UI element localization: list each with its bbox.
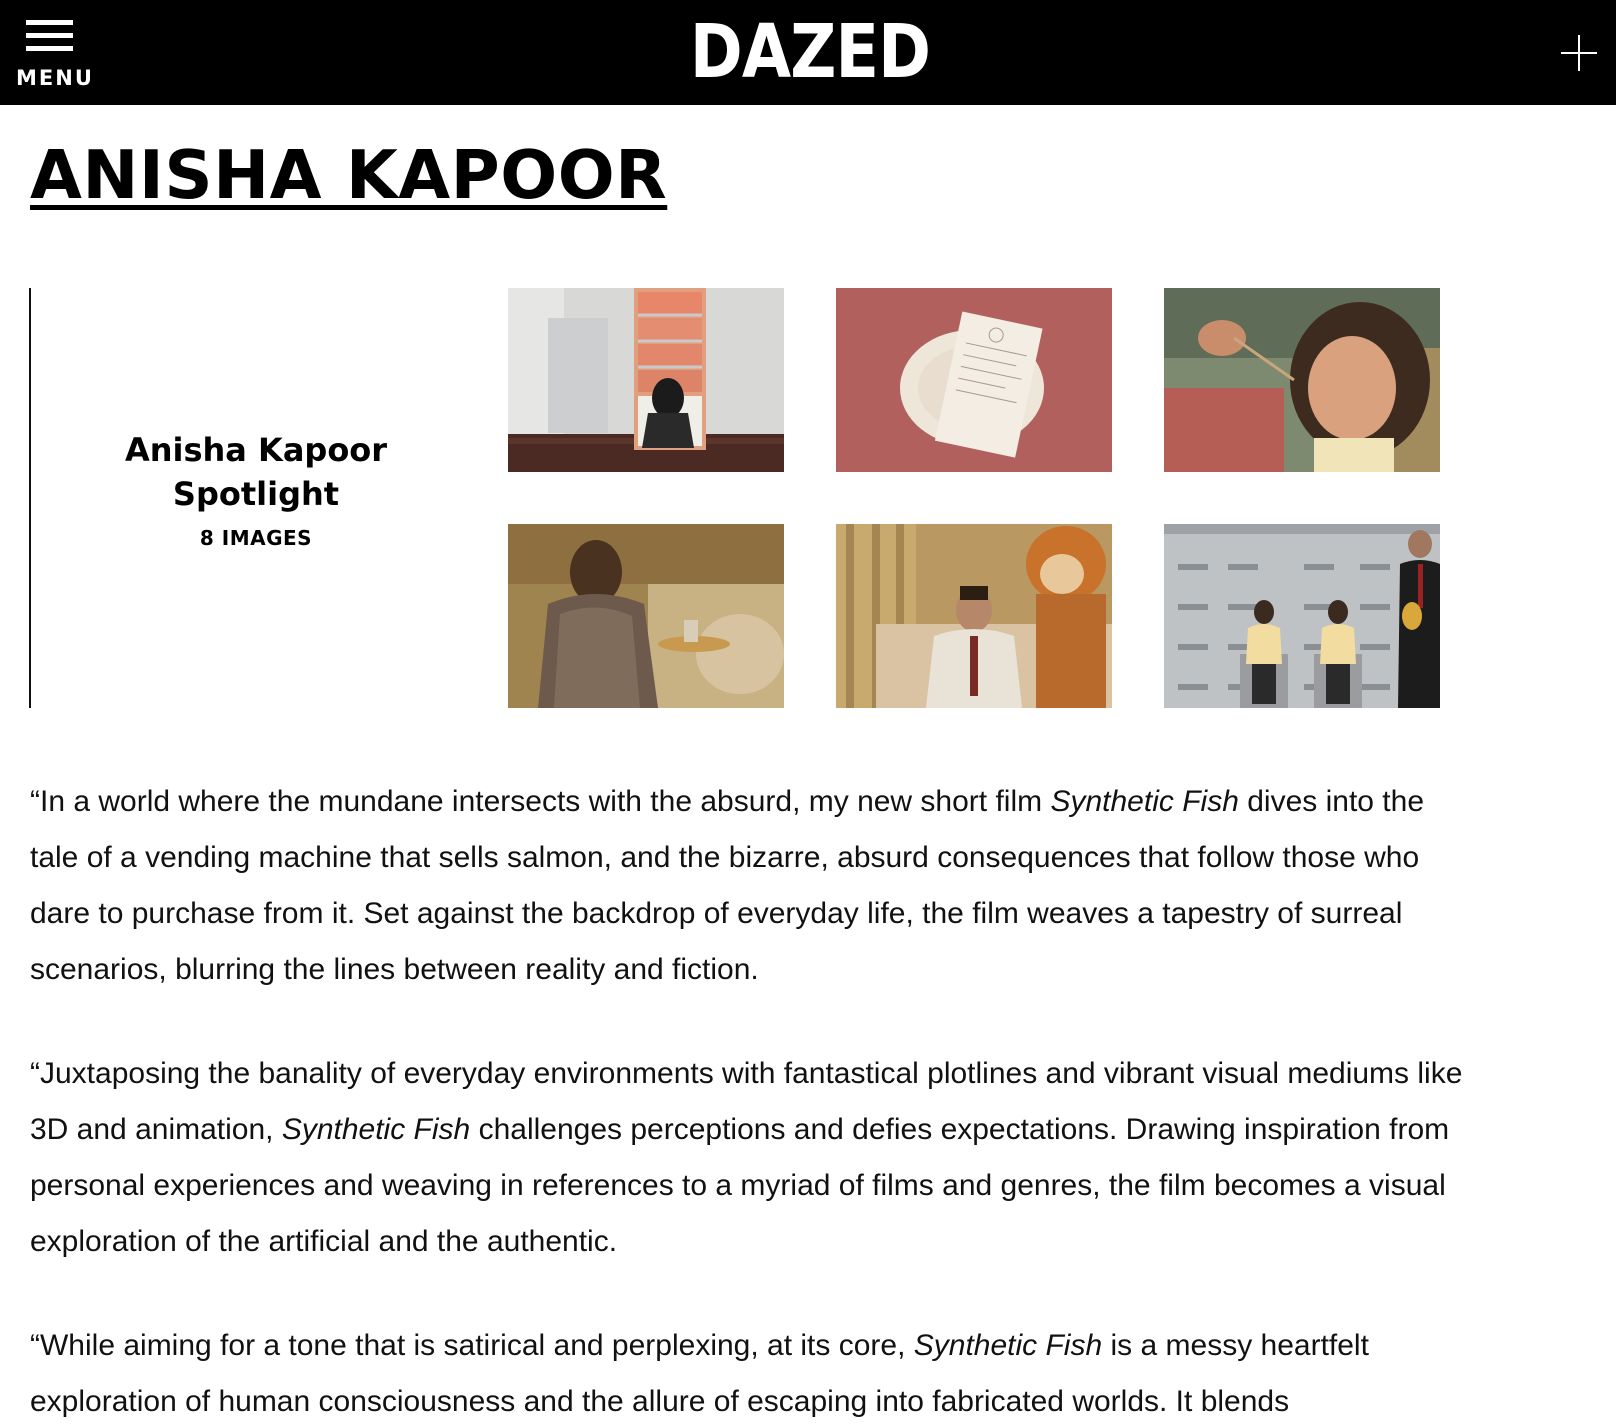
vending-machine-salmon-image[interactable] [508,288,784,472]
hamburger-icon [26,20,73,52]
paragraph-text: is a messy heartfelt exploration of human consciousness and the allure of escaping into fabricated worlds. It blends [30,1329,1369,1418]
paragraph-text: dives into the tale of a vending machine that sells salmon, and the bizarre, absurd consequences that follow those who dare to purchase from it. Set against the backdrop of everyday life, the film weaves a tapestry of surreal scenarios, blurring the lines between reality and fiction. [30,785,1425,986]
woman-eating-closeup-image[interactable] [1164,288,1440,472]
menu-label: MENU [16,66,94,90]
film-title-italic: Synthetic Fish [913,1329,1103,1362]
site-header [0,0,1616,105]
man-with-tiger-image[interactable] [836,524,1112,708]
article-body [30,774,1470,1424]
paragraph-text: challenges perceptions and defies expectations. Drawing inspiration from personal experiences and weaving in references to a myriad of films and genres, the film becomes a visual exploration of the artificial and the authentic. [30,1113,1450,1258]
paragraph-text: “Juxtaposing the banality of everyday environments with fantastical plotlines and vibrant visual mediums like 3D and animation, [30,1057,1463,1146]
article-paragraph-2 [30,1046,1470,1270]
gallery-info[interactable] [60,428,452,550]
gallery-title-line2: Spotlight [172,475,340,513]
paragraph-text: “While aiming for a tone that is satirical and perplexing, at its core, [30,1329,914,1362]
plus-icon[interactable] [1559,33,1599,73]
film-title-italic: Synthetic Fish [281,1113,471,1146]
gallery-title-line1: Anisha Kapoor [124,431,388,469]
film-title-italic: Synthetic Fish [1050,785,1239,818]
seated-women-studio-image[interactable] [1164,524,1440,708]
plate-with-receipt-image[interactable] [836,288,1112,472]
menu-button[interactable] [16,18,96,94]
article-paragraph-3 [30,1318,1470,1424]
paragraph-text: “In a world where the mundane intersects with the absurd, my new short film [30,785,1051,818]
gallery-divider [29,288,31,708]
site-logo[interactable]: DAZED [689,9,931,95]
gallery-image-count: 8 IMAGES [199,526,313,550]
article-paragraph-1 [30,774,1470,998]
woman-serving-tray-image[interactable] [508,524,784,708]
page-title[interactable]: ANISHA KAPOOR [30,136,668,214]
